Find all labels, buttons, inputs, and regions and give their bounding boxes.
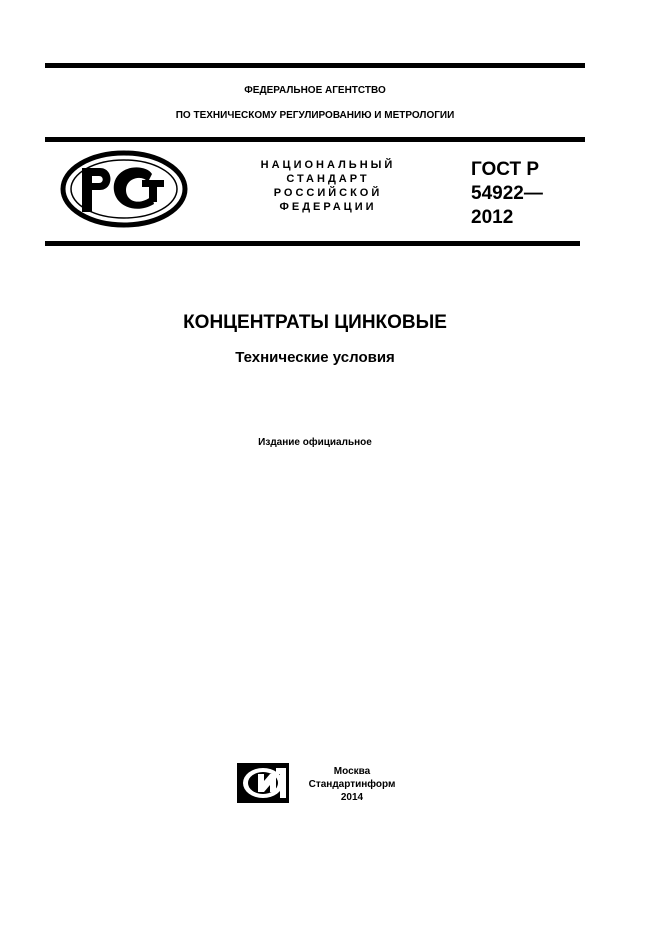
standard-block-rule <box>45 241 580 246</box>
national-line: НАЦИОНАЛЬНЫЙ <box>260 159 396 171</box>
publisher-name: Стандартинформ <box>308 779 396 790</box>
standartinform-logo-icon <box>236 762 290 804</box>
agency-name-line-1: ФЕДЕРАЛЬНОЕ АГЕНТСТВО <box>244 85 386 96</box>
gost-line: 2012 <box>471 207 514 228</box>
national-line: РОССИЙСКОЙ <box>273 187 383 199</box>
gost-number <box>471 158 581 230</box>
national-line: ФЕДЕРАЦИИ <box>279 201 377 213</box>
gost-line: ГОСТ Р <box>471 159 540 180</box>
national-line: СТАНДАРТ <box>286 173 370 185</box>
publisher-info <box>302 765 402 804</box>
document-title: КОНЦЕНТРАТЫ ЦИНКОВЫЕ <box>183 312 447 333</box>
document-subtitle: Технические условия <box>235 349 395 366</box>
edition-label: Издание официальное <box>258 437 372 448</box>
national-standard-label <box>244 158 412 214</box>
agency-name-line-2: ПО ТЕХНИЧЕСКОМУ РЕГУЛИРОВАНИЮ И МЕТРОЛОГИИ <box>175 110 455 121</box>
top-rule <box>45 63 585 68</box>
rst-emblem-icon <box>60 150 188 228</box>
publisher-year: 2014 <box>340 792 364 803</box>
publisher-city: Москва <box>333 766 371 777</box>
header-rule <box>45 137 585 142</box>
gost-line: 54922— <box>471 183 543 204</box>
